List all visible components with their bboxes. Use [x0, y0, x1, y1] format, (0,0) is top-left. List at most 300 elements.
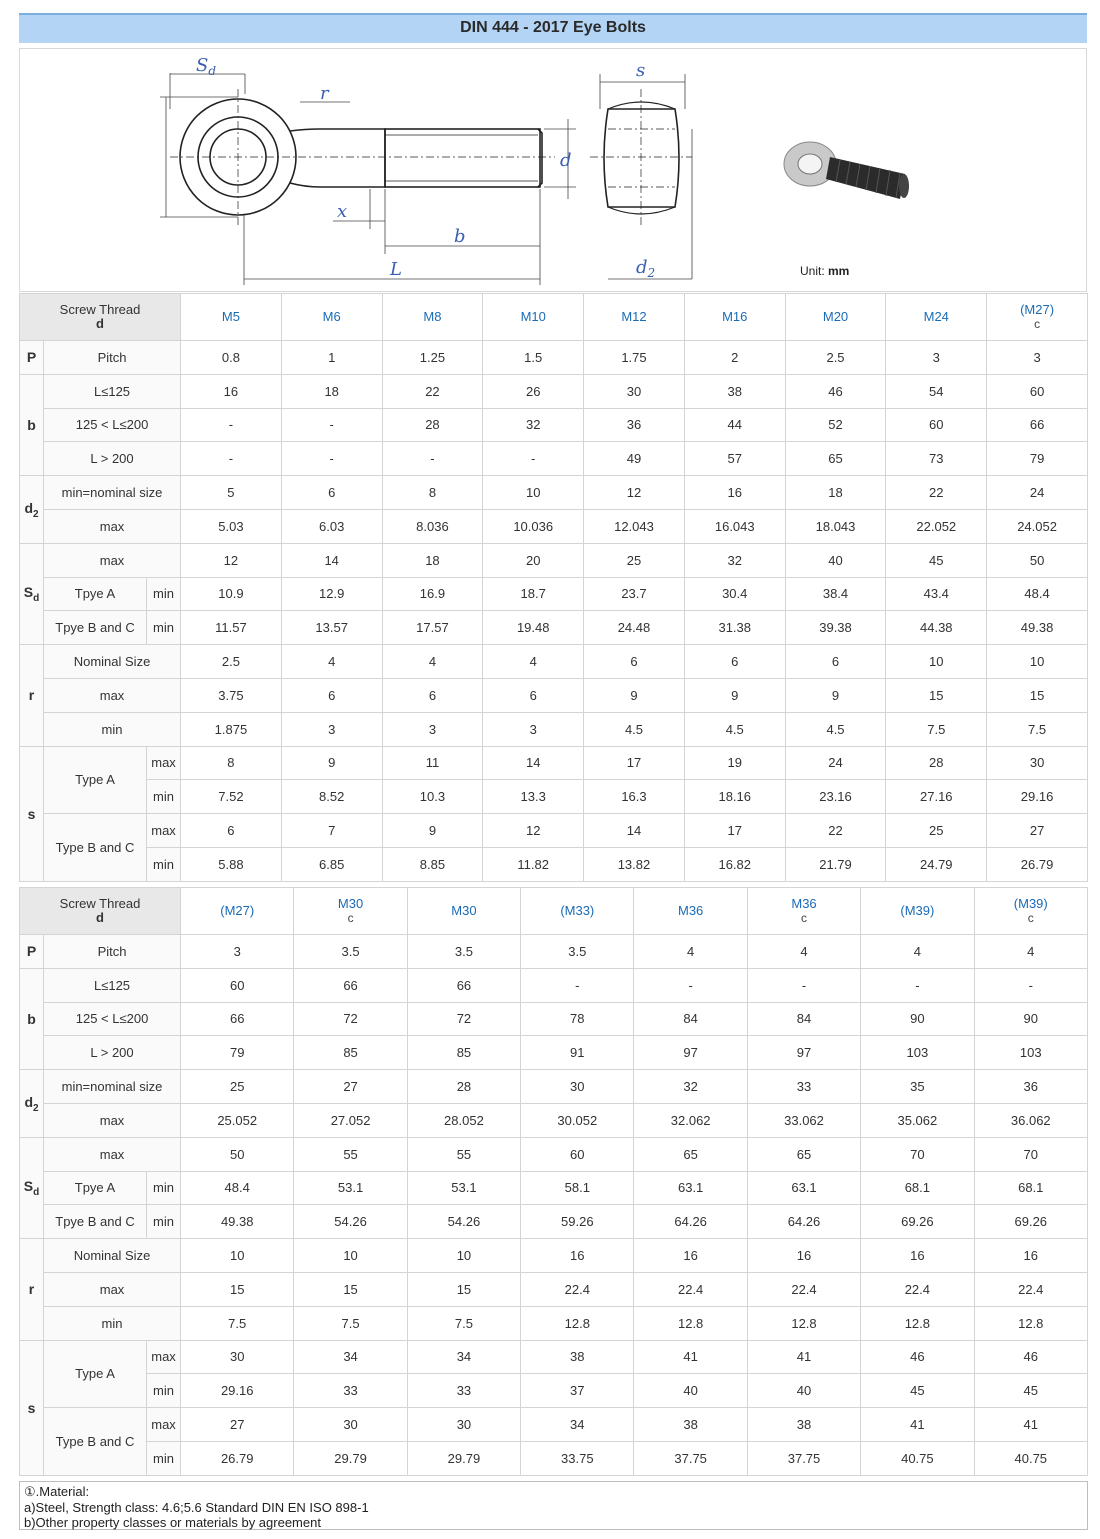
- value-cell: 66: [181, 1002, 294, 1036]
- group-d2: $d_2$: [20, 1070, 44, 1138]
- value-cell: 6: [785, 645, 886, 679]
- row-label: max: [44, 543, 181, 577]
- group-r: r: [20, 1239, 44, 1340]
- value-cell: 24.48: [584, 611, 685, 645]
- value-cell: 24: [785, 746, 886, 780]
- value-cell: 55: [407, 1137, 520, 1171]
- value-cell: 69.26: [861, 1205, 974, 1239]
- value-cell: 36: [584, 408, 685, 442]
- value-cell: 11.82: [483, 847, 584, 881]
- value-cell: 30.4: [684, 577, 785, 611]
- row-label: Tpye A: [44, 577, 147, 611]
- row-sublabel: min: [147, 1441, 181, 1475]
- value-cell: 10: [407, 1239, 520, 1273]
- value-cell: 28: [407, 1070, 520, 1104]
- value-cell: 17: [684, 814, 785, 848]
- value-cell: 63.1: [747, 1171, 860, 1205]
- row-label: max: [44, 509, 181, 543]
- note-line: ①.Material:: [24, 1484, 90, 1499]
- value-cell: 6: [281, 678, 382, 712]
- value-cell: 29.79: [294, 1441, 407, 1475]
- value-cell: 5.03: [181, 509, 282, 543]
- value-cell: 16.82: [684, 847, 785, 881]
- value-cell: 5: [181, 476, 282, 510]
- value-cell: 4.5: [684, 712, 785, 746]
- row-sublabel: max: [147, 746, 181, 780]
- row-label: L≤125: [44, 968, 181, 1002]
- row-label: L > 200: [44, 1036, 181, 1070]
- eye-bolt-photo: [784, 142, 909, 199]
- note-line: b)Other property classes or materials by agreement: [24, 1515, 321, 1530]
- value-cell: 30: [987, 746, 1088, 780]
- value-cell: 7.52: [181, 780, 282, 814]
- value-cell: 3: [886, 341, 987, 375]
- row-label: min: [44, 712, 181, 746]
- size-header: (M27): [181, 888, 294, 935]
- value-cell: 65: [785, 442, 886, 476]
- value-cell: 30.052: [521, 1103, 634, 1137]
- value-cell: 45: [886, 543, 987, 577]
- value-cell: 25.052: [181, 1103, 294, 1137]
- value-cell: 27: [181, 1408, 294, 1442]
- value-cell: 6: [584, 645, 685, 679]
- value-cell: 41: [747, 1340, 860, 1374]
- value-cell: 18.7: [483, 577, 584, 611]
- value-cell: 16.3: [584, 780, 685, 814]
- row-sublabel: min: [147, 847, 181, 881]
- value-cell: 36: [974, 1070, 1087, 1104]
- value-cell: 41: [974, 1408, 1087, 1442]
- value-cell: 6: [483, 678, 584, 712]
- value-cell: -: [281, 442, 382, 476]
- group-r: r: [20, 645, 44, 746]
- value-cell: 63.1: [634, 1171, 747, 1205]
- value-cell: 5.88: [181, 847, 282, 881]
- value-cell: 12.8: [521, 1306, 634, 1340]
- svg-text:b: b: [454, 226, 466, 247]
- size-header: (M33): [521, 888, 634, 935]
- value-cell: 22.4: [974, 1272, 1087, 1306]
- group-s: s: [20, 746, 44, 881]
- value-cell: 7.5: [886, 712, 987, 746]
- row-sublabel: min: [147, 1205, 181, 1239]
- row-sublabel: min: [147, 780, 181, 814]
- value-cell: 0.8: [181, 341, 282, 375]
- value-cell: 9: [584, 678, 685, 712]
- value-cell: 7: [281, 814, 382, 848]
- value-cell: -: [483, 442, 584, 476]
- value-cell: 22.052: [886, 509, 987, 543]
- value-cell: 27.16: [886, 780, 987, 814]
- size-header: M8: [382, 294, 483, 341]
- value-cell: 38: [684, 374, 785, 408]
- value-cell: 66: [294, 968, 407, 1002]
- value-cell: 7.5: [987, 712, 1088, 746]
- value-cell: 40: [634, 1374, 747, 1408]
- value-cell: 103: [861, 1036, 974, 1070]
- value-cell: 22: [382, 374, 483, 408]
- value-cell: 85: [294, 1036, 407, 1070]
- value-cell: 29.16: [181, 1374, 294, 1408]
- value-cell: 22: [886, 476, 987, 510]
- value-cell: 1.25: [382, 341, 483, 375]
- value-cell: -: [521, 968, 634, 1002]
- value-cell: 32: [634, 1070, 747, 1104]
- value-cell: 97: [747, 1036, 860, 1070]
- unit-label: Unit: mm: [800, 264, 850, 278]
- value-cell: 90: [974, 1002, 1087, 1036]
- size-header: (M39) c: [974, 888, 1087, 935]
- size-header: M16: [684, 294, 785, 341]
- value-cell: 16: [521, 1239, 634, 1273]
- value-cell: 24.052: [987, 509, 1088, 543]
- value-cell: 1.75: [584, 341, 685, 375]
- value-cell: 4: [634, 935, 747, 969]
- value-cell: 10.9: [181, 577, 282, 611]
- value-cell: 46: [974, 1340, 1087, 1374]
- value-cell: 38: [747, 1408, 860, 1442]
- row-label: max: [44, 1103, 181, 1137]
- value-cell: 6.03: [281, 509, 382, 543]
- value-cell: 8.52: [281, 780, 382, 814]
- value-cell: 17.57: [382, 611, 483, 645]
- value-cell: 46: [861, 1340, 974, 1374]
- value-cell: 2: [684, 341, 785, 375]
- value-cell: 90: [861, 1002, 974, 1036]
- value-cell: 3: [483, 712, 584, 746]
- value-cell: 34: [407, 1340, 520, 1374]
- value-cell: 16.043: [684, 509, 785, 543]
- value-cell: 69.26: [974, 1205, 1087, 1239]
- value-cell: 28.052: [407, 1103, 520, 1137]
- value-cell: 26.79: [987, 847, 1088, 881]
- value-cell: -: [747, 968, 860, 1002]
- svg-text:x: x: [337, 201, 348, 222]
- value-cell: 4: [861, 935, 974, 969]
- group-d2: $d_2$: [20, 476, 44, 544]
- value-cell: 85: [407, 1036, 520, 1070]
- value-cell: 37.75: [634, 1441, 747, 1475]
- size-header: M12: [584, 294, 685, 341]
- value-cell: 57: [684, 442, 785, 476]
- value-cell: 35: [861, 1070, 974, 1104]
- value-cell: 10.036: [483, 509, 584, 543]
- value-cell: 35.062: [861, 1103, 974, 1137]
- row-label: 125 < L≤200: [44, 408, 181, 442]
- size-header: M36: [634, 888, 747, 935]
- value-cell: -: [181, 442, 282, 476]
- size-header: M36 c: [747, 888, 860, 935]
- group-s: s: [20, 1340, 44, 1475]
- value-cell: 25: [886, 814, 987, 848]
- value-cell: 16: [684, 476, 785, 510]
- row-label: Tpye B and C: [44, 1205, 147, 1239]
- value-cell: 7.5: [407, 1306, 520, 1340]
- value-cell: 58.1: [521, 1171, 634, 1205]
- size-header: M24: [886, 294, 987, 341]
- value-cell: 8: [181, 746, 282, 780]
- material-notes: [19, 1481, 1088, 1530]
- value-cell: 68.1: [974, 1171, 1087, 1205]
- value-cell: 60: [521, 1137, 634, 1171]
- value-cell: 12.8: [861, 1306, 974, 1340]
- row-label: Type B and C: [44, 814, 147, 882]
- value-cell: 48.4: [181, 1171, 294, 1205]
- row-label: 125 < L≤200: [44, 1002, 181, 1036]
- size-header: M10: [483, 294, 584, 341]
- value-cell: 3.5: [407, 935, 520, 969]
- value-cell: 40.75: [861, 1441, 974, 1475]
- value-cell: 18: [785, 476, 886, 510]
- row-sublabel: max: [147, 1340, 181, 1374]
- row-sublabel: min: [147, 577, 181, 611]
- value-cell: 4.5: [785, 712, 886, 746]
- screw-thread-header: Screw Thread d: [20, 294, 181, 341]
- value-cell: 14: [281, 543, 382, 577]
- value-cell: 16: [861, 1239, 974, 1273]
- value-cell: 30: [584, 374, 685, 408]
- value-cell: 16: [634, 1239, 747, 1273]
- note-line: a)Steel, Strength class: 4.6;5.6 Standard DIN EN ISO 898-1: [24, 1499, 369, 1515]
- group-sd: $S_d$: [20, 1137, 44, 1238]
- value-cell: 16: [181, 374, 282, 408]
- value-cell: 65: [747, 1137, 860, 1171]
- value-cell: 44: [684, 408, 785, 442]
- value-cell: 3: [281, 712, 382, 746]
- value-cell: 12: [181, 543, 282, 577]
- value-cell: 26.79: [181, 1441, 294, 1475]
- value-cell: 38: [634, 1408, 747, 1442]
- value-cell: 40.75: [974, 1441, 1087, 1475]
- value-cell: 13.82: [584, 847, 685, 881]
- size-header: (M27) c: [987, 294, 1088, 341]
- row-sublabel: max: [147, 814, 181, 848]
- value-cell: 41: [861, 1408, 974, 1442]
- group-p: P: [20, 935, 44, 969]
- value-cell: 32: [483, 408, 584, 442]
- value-cell: 10: [294, 1239, 407, 1273]
- value-cell: 34: [294, 1340, 407, 1374]
- svg-text:r: r: [320, 83, 329, 104]
- value-cell: 10: [886, 645, 987, 679]
- value-cell: 3.5: [521, 935, 634, 969]
- value-cell: 45: [861, 1374, 974, 1408]
- value-cell: 36.062: [974, 1103, 1087, 1137]
- row-label: min=nominal size: [44, 1070, 181, 1104]
- value-cell: 25: [181, 1070, 294, 1104]
- value-cell: 73: [886, 442, 987, 476]
- value-cell: 14: [483, 746, 584, 780]
- value-cell: 15: [886, 678, 987, 712]
- value-cell: 24: [987, 476, 1088, 510]
- value-cell: 18: [281, 374, 382, 408]
- value-cell: 32: [684, 543, 785, 577]
- value-cell: 12.043: [584, 509, 685, 543]
- row-label: min: [44, 1306, 181, 1340]
- value-cell: 13.57: [281, 611, 382, 645]
- row-sublabel: min: [147, 611, 181, 645]
- value-cell: 84: [634, 1002, 747, 1036]
- value-cell: 27: [987, 814, 1088, 848]
- value-cell: 12.9: [281, 577, 382, 611]
- value-cell: 70: [974, 1137, 1087, 1171]
- value-cell: 97: [634, 1036, 747, 1070]
- value-cell: 6: [684, 645, 785, 679]
- value-cell: 22.4: [861, 1272, 974, 1306]
- svg-text:Sd: $S_d$: [196, 55, 217, 78]
- value-cell: 54.26: [294, 1205, 407, 1239]
- value-cell: 17: [584, 746, 685, 780]
- value-cell: 6: [181, 814, 282, 848]
- size-header: M5: [181, 294, 282, 341]
- value-cell: 54: [886, 374, 987, 408]
- value-cell: 79: [181, 1036, 294, 1070]
- value-cell: -: [181, 408, 282, 442]
- svg-text:L: L: [390, 259, 402, 280]
- value-cell: 1.5: [483, 341, 584, 375]
- value-cell: 9: [281, 746, 382, 780]
- eye-bolt-drawing: [20, 49, 1088, 293]
- row-label: L≤125: [44, 374, 181, 408]
- value-cell: 3.5: [294, 935, 407, 969]
- value-cell: 12.8: [634, 1306, 747, 1340]
- value-cell: 33: [407, 1374, 520, 1408]
- value-cell: 52: [785, 408, 886, 442]
- value-cell: 27: [294, 1070, 407, 1104]
- size-header: (M39): [861, 888, 974, 935]
- value-cell: 15: [294, 1272, 407, 1306]
- value-cell: 16: [974, 1239, 1087, 1273]
- value-cell: 50: [181, 1137, 294, 1171]
- value-cell: 18.16: [684, 780, 785, 814]
- value-cell: 6.85: [281, 847, 382, 881]
- value-cell: 37: [521, 1374, 634, 1408]
- value-cell: 14: [584, 814, 685, 848]
- value-cell: 23.7: [584, 577, 685, 611]
- technical-drawing: [19, 48, 1087, 292]
- size-header: M30 c: [294, 888, 407, 935]
- value-cell: 22.4: [634, 1272, 747, 1306]
- row-label: max: [44, 1272, 181, 1306]
- value-cell: 4: [747, 935, 860, 969]
- value-cell: 6: [281, 476, 382, 510]
- value-cell: 54.26: [407, 1205, 520, 1239]
- value-cell: 9: [382, 814, 483, 848]
- value-cell: 45: [974, 1374, 1087, 1408]
- value-cell: 79: [987, 442, 1088, 476]
- value-cell: 30: [181, 1340, 294, 1374]
- value-cell: 10.3: [382, 780, 483, 814]
- row-label: max: [44, 678, 181, 712]
- value-cell: 3: [181, 935, 294, 969]
- value-cell: 30: [521, 1070, 634, 1104]
- value-cell: -: [974, 968, 1087, 1002]
- group-b: b: [20, 374, 44, 475]
- value-cell: 40: [785, 543, 886, 577]
- value-cell: 60: [886, 408, 987, 442]
- value-cell: 65: [634, 1137, 747, 1171]
- value-cell: 33: [747, 1070, 860, 1104]
- value-cell: 2.5: [181, 645, 282, 679]
- value-cell: 91: [521, 1036, 634, 1070]
- value-cell: 19.48: [483, 611, 584, 645]
- value-cell: -: [281, 408, 382, 442]
- group-p: P: [20, 341, 44, 375]
- value-cell: 34: [521, 1408, 634, 1442]
- value-cell: 40: [747, 1374, 860, 1408]
- value-cell: 3: [382, 712, 483, 746]
- value-cell: 49: [584, 442, 685, 476]
- value-cell: 2.5: [785, 341, 886, 375]
- value-cell: 18.043: [785, 509, 886, 543]
- value-cell: 43.4: [886, 577, 987, 611]
- value-cell: 28: [886, 746, 987, 780]
- spec-table-1: [19, 293, 1088, 882]
- value-cell: 44.38: [886, 611, 987, 645]
- row-label: Nominal Size: [44, 1239, 181, 1273]
- value-cell: 72: [407, 1002, 520, 1036]
- row-label: Tpye A: [44, 1171, 147, 1205]
- value-cell: 55: [294, 1137, 407, 1171]
- value-cell: 15: [407, 1272, 520, 1306]
- value-cell: 4.5: [584, 712, 685, 746]
- value-cell: 59.26: [521, 1205, 634, 1239]
- value-cell: 3: [987, 341, 1088, 375]
- size-header: M6: [281, 294, 382, 341]
- size-header: M20: [785, 294, 886, 341]
- group-sd: $S_d$: [20, 543, 44, 644]
- value-cell: 13.3: [483, 780, 584, 814]
- row-label: Type A: [44, 746, 147, 814]
- value-cell: 60: [181, 968, 294, 1002]
- value-cell: 20: [483, 543, 584, 577]
- value-cell: 38: [521, 1340, 634, 1374]
- value-cell: 64.26: [747, 1205, 860, 1239]
- row-sublabel: min: [147, 1171, 181, 1205]
- value-cell: 16: [747, 1239, 860, 1273]
- row-label: Type B and C: [44, 1408, 147, 1476]
- value-cell: 11: [382, 746, 483, 780]
- value-cell: 4: [382, 645, 483, 679]
- value-cell: 53.1: [407, 1171, 520, 1205]
- value-cell: 32.062: [634, 1103, 747, 1137]
- value-cell: 3.75: [181, 678, 282, 712]
- value-cell: 60: [987, 374, 1088, 408]
- svg-text:d2: $d_2$: [636, 257, 656, 280]
- value-cell: 53.1: [294, 1171, 407, 1205]
- page-title: DIN 444 - 2017 Eye Bolts: [19, 13, 1087, 43]
- value-cell: 78: [521, 1002, 634, 1036]
- value-cell: -: [382, 442, 483, 476]
- row-label: Pitch: [44, 935, 181, 969]
- value-cell: 15: [987, 678, 1088, 712]
- value-cell: 15: [181, 1272, 294, 1306]
- svg-text:d: d: [560, 150, 572, 171]
- value-cell: 46: [785, 374, 886, 408]
- value-cell: 10: [181, 1239, 294, 1273]
- value-cell: 12.8: [747, 1306, 860, 1340]
- value-cell: 66: [407, 968, 520, 1002]
- size-header: M30: [407, 888, 520, 935]
- svg-text:s: s: [636, 60, 646, 81]
- value-cell: 4: [974, 935, 1087, 969]
- value-cell: 4: [483, 645, 584, 679]
- value-cell: 39.38: [785, 611, 886, 645]
- value-cell: 12.8: [974, 1306, 1087, 1340]
- value-cell: 70: [861, 1137, 974, 1171]
- row-label: Tpye B and C: [44, 611, 147, 645]
- value-cell: 25: [584, 543, 685, 577]
